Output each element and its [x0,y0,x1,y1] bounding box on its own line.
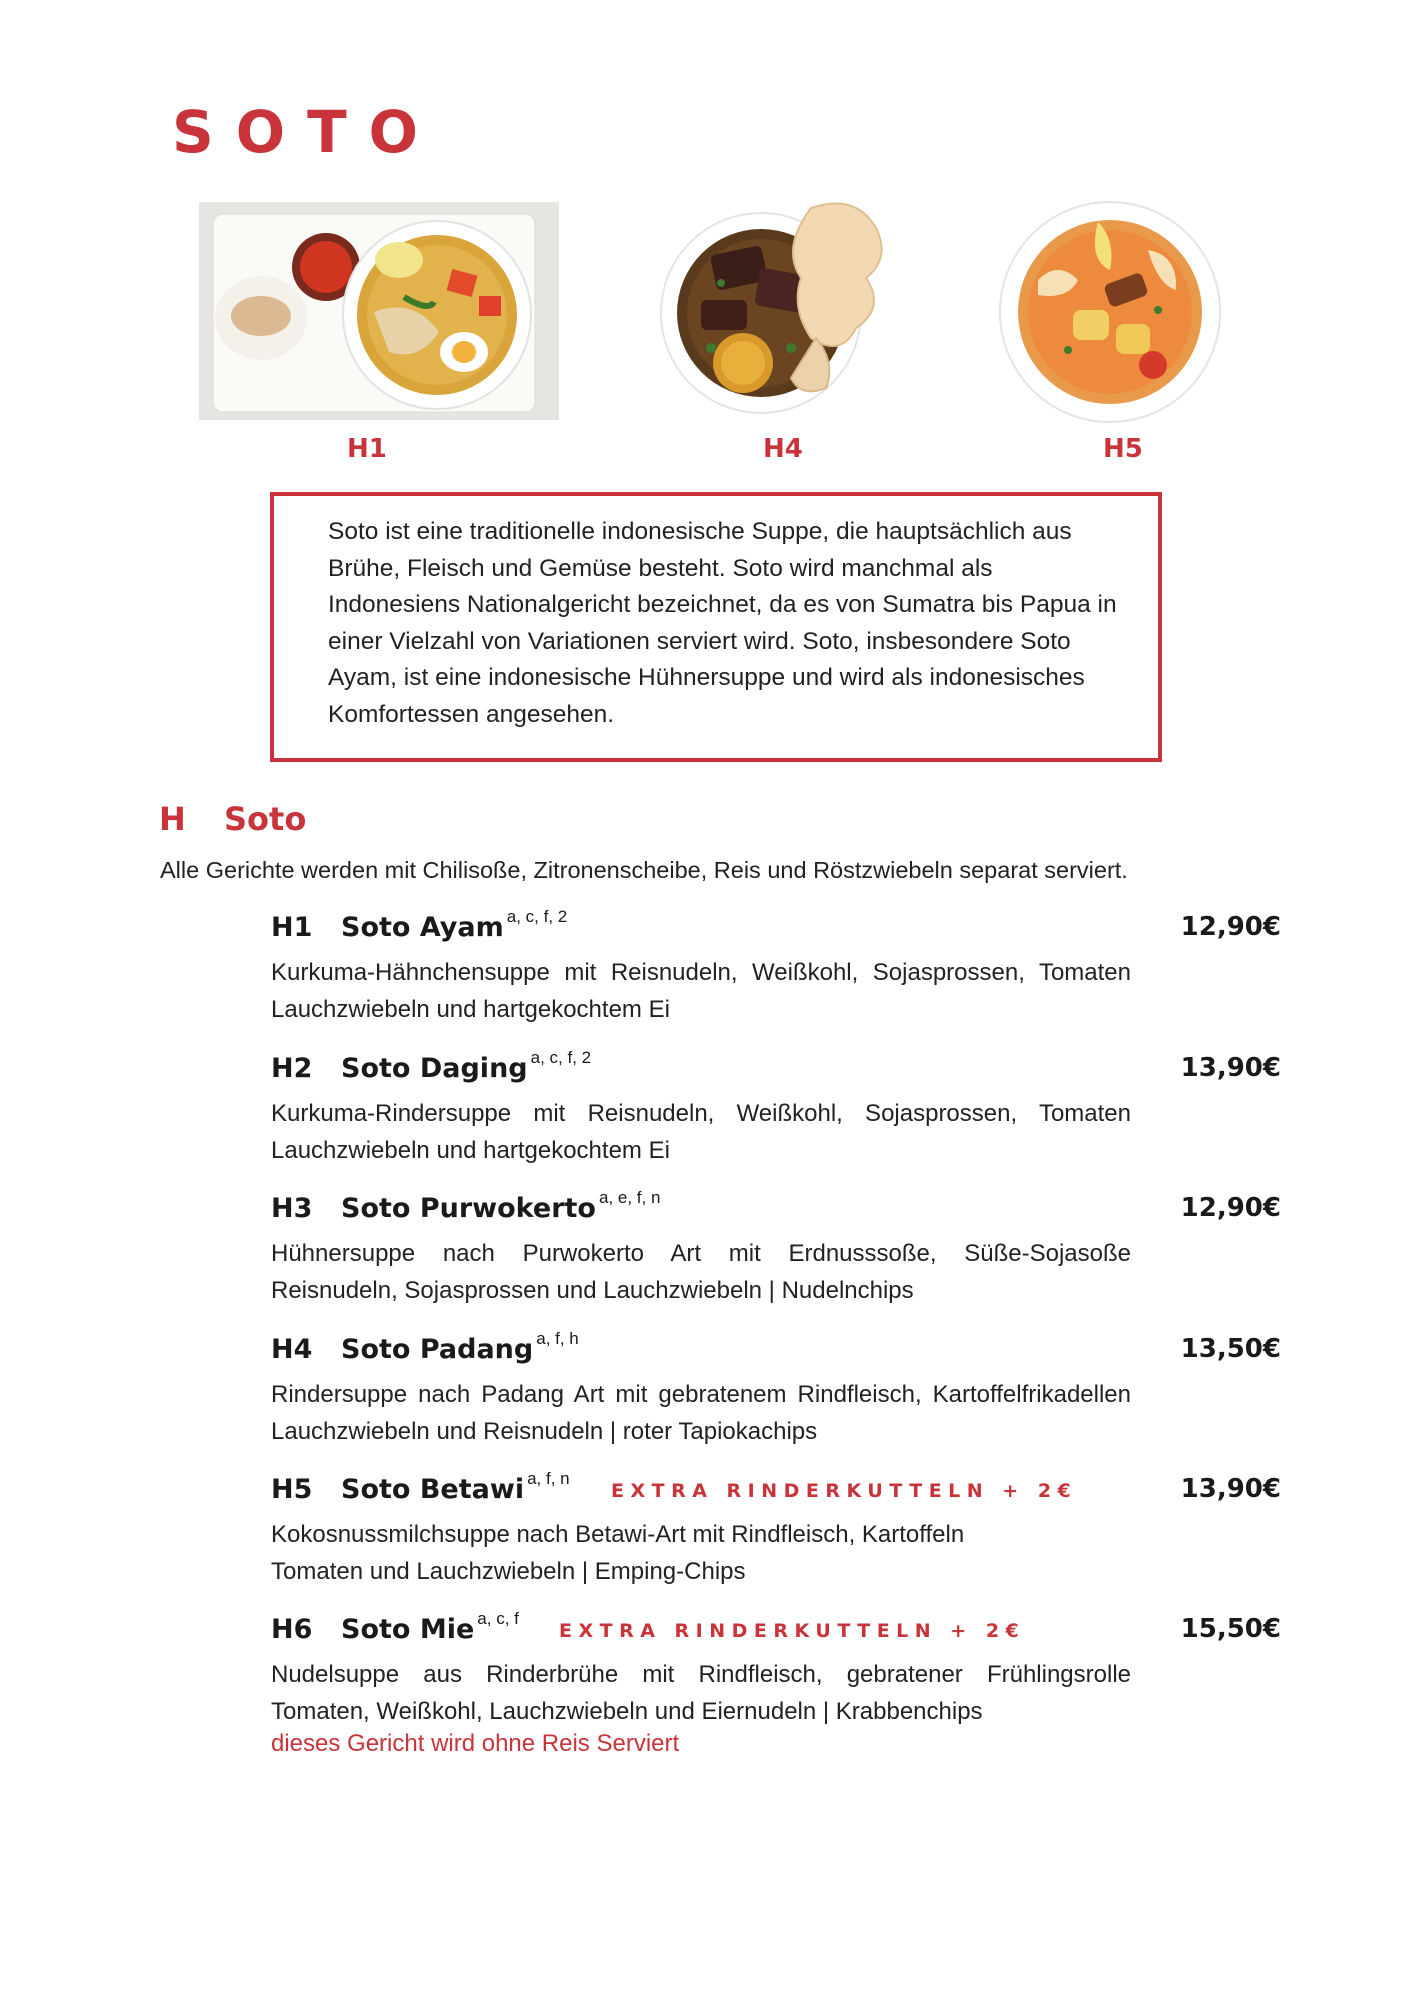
item-allergens: a, e, f, n [598,1188,661,1207]
section-title: Soto [224,800,307,838]
item-description-line1: Kokosnussmilchsuppe nach Betawi-Art mit Rindfleisch, Kartoffeln [271,1521,965,1548]
item-name [341,1048,592,1084]
item-allergens: a, f, h [536,1329,579,1348]
intro-box [270,492,1162,762]
item-description-line1: Nudelsuppe aus Rinderbrühe mit Rindfleisch, gebratener Frühlingsrolle [271,1661,1131,1688]
item-name [341,1188,661,1224]
item-description-line1: Rindersuppe nach Padang Art mit gebratenem Rindfleisch, Kartoffelfrikadellen [271,1381,1131,1408]
item-price: 15,50€ [1180,1614,1281,1644]
item-code: H4 [271,1334,313,1365]
item-description [271,1516,1131,1590]
item-name-text: Soto Betawi [341,1474,525,1505]
item-name [341,1329,579,1365]
page-title: SOTO [172,98,440,166]
item-description-line2: Lauchzwiebeln und Reisnudeln | roter Tapiokachips [271,1418,818,1445]
item-description-line2: Lauchzwiebeln und hartgekochtem Ei [271,1137,670,1164]
item-description-line2: Lauchzwiebeln und hartgekochtem Ei [271,996,670,1023]
item-allergens: a, c, f, 2 [530,1048,592,1067]
item-description-line2: Reisnudeln, Sojasprossen und Lauchzwiebeln | Nudelnchips [271,1277,914,1304]
extra-offer: EXTRA RINDERKUTTELN + 2€ [559,1620,1026,1642]
menu-item-h5 [271,1469,1281,1614]
item-allergens: a, c, f, 2 [506,907,568,926]
menu-item-h6 [271,1609,1281,1794]
menu-item-h2 [271,1048,1281,1193]
item-description [271,1095,1131,1169]
item-allergens: a, c, f [477,1609,519,1628]
item-name-text: Soto Daging [341,1053,528,1084]
section-note: Alle Gerichte werden mit Chilisoße, Zitronenscheibe, Reis und Röstzwiebeln separat serviert. [160,857,1128,883]
item-price: 13,50€ [1180,1334,1281,1364]
item-name-text: Soto Padang [341,1334,534,1365]
menu-item-h3 [271,1188,1281,1333]
item-name-text: Soto Purwokerto [341,1193,596,1224]
extra-offer: EXTRA RINDERKUTTELN + 2€ [611,1480,1078,1502]
section-letter: H [159,800,186,838]
item-note: dieses Gericht wird ohne Reis Serviert [271,1730,680,1757]
item-description-line1: Kurkuma-Rindersuppe mit Reisnudeln, Weißkohl, Sojasprossen, Tomaten [271,1100,1131,1127]
item-code: H5 [271,1474,313,1505]
item-price: 13,90€ [1180,1053,1281,1083]
item-description-line1: Kurkuma-Hähnchensuppe mit Reisnudeln, Weißkohl, Sojasprossen, Tomaten [271,959,1131,986]
item-description [271,1656,1131,1730]
item-price: 12,90€ [1180,912,1281,942]
photo-label-h1: H1 [347,434,387,464]
item-description [271,954,1131,1028]
soto-betawi-photo [998,200,1222,424]
item-code: H1 [271,912,313,943]
menu-item-h1 [271,907,1281,1052]
photo-label-h4: H4 [763,434,803,464]
item-description [271,1376,1131,1450]
menu-item-h4 [271,1329,1281,1474]
item-name-text: Soto Ayam [341,912,504,943]
item-name [341,1609,519,1645]
item-price: 12,90€ [1180,1193,1281,1223]
item-code: H3 [271,1193,313,1224]
item-description [271,1235,1131,1309]
item-description-line2: Tomaten, Weißkohl, Lauchzwiebeln und Eiernudeln | Krabbenchips [271,1698,983,1725]
photo-label-h5: H5 [1103,434,1143,464]
soto-padang-photo [651,188,897,426]
item-price: 13,90€ [1180,1474,1281,1504]
item-code: H2 [271,1053,313,1084]
item-allergens: a, f, n [527,1469,570,1488]
item-description-line2: Tomaten und Lauchzwiebeln | Emping-Chips [271,1558,746,1585]
item-name [341,1469,570,1505]
soto-ayam-photo [199,202,559,420]
item-name [341,907,568,943]
item-code: H6 [271,1614,313,1645]
item-name-text: Soto Mie [341,1614,475,1645]
intro-text: Soto ist eine traditionelle indonesische Suppe, die hauptsächlich aus Brühe, Fleisch und Gemüse besteht. Soto wird manchmal als Indonesiens Nationalgericht bezeichnet, da es von Sumatra bis Papua in einer Vielzahl von Variationen serviert wird. Soto, insbesondere Soto Ayam, ist eine indonesische Hühnersuppe und wird als indonesisches Komfortessen angesehen. [328,518,1117,728]
item-description-line1: Hühnersuppe nach Purwokerto Art mit Erdnusssoße, Süße-Sojasoße [271,1240,1131,1267]
